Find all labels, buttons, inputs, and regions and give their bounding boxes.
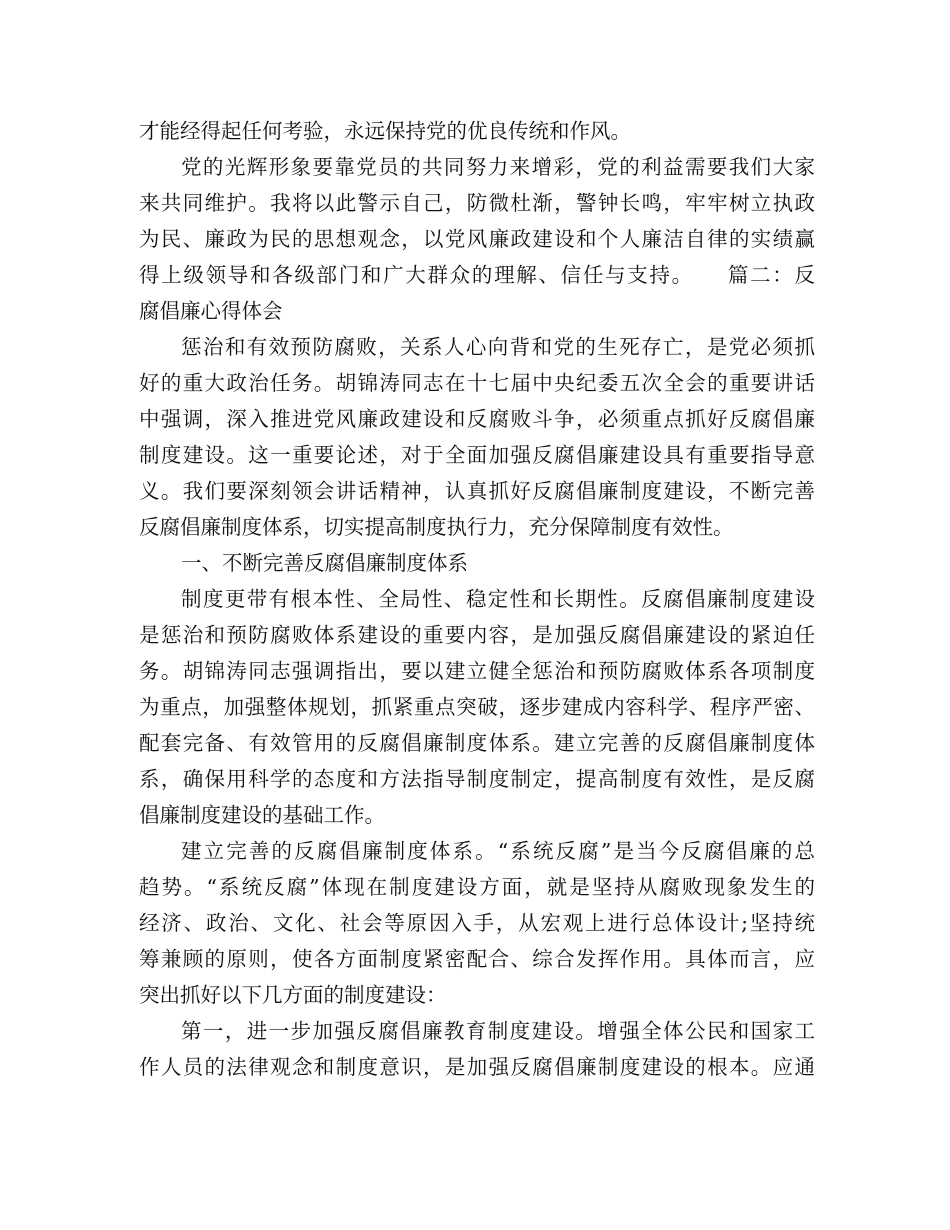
document-line: 作人员的法律观念和制度意识，是加强反腐倡廉制度建设的根本。应通 xyxy=(139,1055,815,1079)
document-line: 义。我们要深刻领会讲话精神，认真抓好反腐倡廉制度建设，不断完善 xyxy=(139,479,815,503)
document-line: 党的光辉形象要靠党员的共同努力来增彩，党的利益需要我们大家 xyxy=(181,155,815,179)
document-line: 经济、政治、文化、社会等原因入手，从宏观上进行总体设计;坚持统 xyxy=(139,911,815,935)
document-line: 制度更带有根本性、全局性、稳定性和长期性。反腐倡廉制度建设 xyxy=(181,587,815,611)
document-line: 倡廉制度建设的基础工作。 xyxy=(139,803,385,827)
document-line: 筹兼顾的原则，使各方面制度紧密配合、综合发挥作用。具体而言，应 xyxy=(139,947,815,971)
document-line: 趋势。“系统反腐”体现在制度建设方面，就是坚持从腐败现象发生的 xyxy=(139,875,815,899)
document-line: 惩治和有效预防腐败，关系人心向背和党的生死存亡，是党必须抓 xyxy=(181,335,815,359)
document-line: 配套完备、有效管用的反腐倡廉制度体系。建立完善的反腐倡廉制度体 xyxy=(139,731,815,755)
document-line: 建立完善的反腐倡廉制度体系。“系统反腐”是当今反腐倡廉的总 xyxy=(181,839,815,863)
document-line: 务。胡锦涛同志强调指出，要以建立健全惩治和预防腐败体系各项制度 xyxy=(139,659,815,683)
document-line: 第一，进一步加强反腐倡廉教育制度建设。增强全体公民和国家工 xyxy=(181,1019,815,1043)
document-line: 是惩治和预防腐败体系建设的重要内容，是加强反腐倡廉建设的紧迫任 xyxy=(139,623,815,647)
document-line: 为重点，加强整体规划，抓紧重点突破，逐步建成内容科学、程序严密、 xyxy=(139,695,815,719)
document-line: 突出抓好以下几方面的制度建设： xyxy=(139,983,447,1007)
document-line: 好的重大政治任务。胡锦涛同志在十七届中央纪委五次全会的重要讲话 xyxy=(139,371,815,395)
document-line: 反腐倡廉制度体系，切实提高制度执行力，充分保障制度有效性。 xyxy=(139,515,734,539)
document-line: 一、不断完善反腐倡廉制度体系 xyxy=(181,551,468,575)
document-body xyxy=(139,113,815,1085)
document-line: 为民、廉政为民的思想观念，以党风廉政建设和个人廉洁自律的实绩赢 xyxy=(139,227,815,251)
document-line: 中强调，深入推进党风廉政建设和反腐败斗争，必须重点抓好反腐倡廉 xyxy=(139,407,815,431)
document-line: 制度建设。这一重要论述，对于全面加强反腐倡廉建设具有重要指导意 xyxy=(139,443,815,467)
document-line: 得上级领导和各级部门和广大群众的理解、信任与支持。 篇二：反 xyxy=(139,263,815,287)
document-line: 才能经得起任何考验，永远保持党的优良传统和作风。 xyxy=(139,119,631,143)
document-line: 来共同维护。我将以此警示自己，防微杜渐，警钟长鸣，牢牢树立执政 xyxy=(139,191,815,215)
document-line: 腐倡廉心得体会 xyxy=(139,299,283,323)
document-line: 系，确保用科学的态度和方法指导制度制定，提高制度有效性，是反腐 xyxy=(139,767,815,791)
